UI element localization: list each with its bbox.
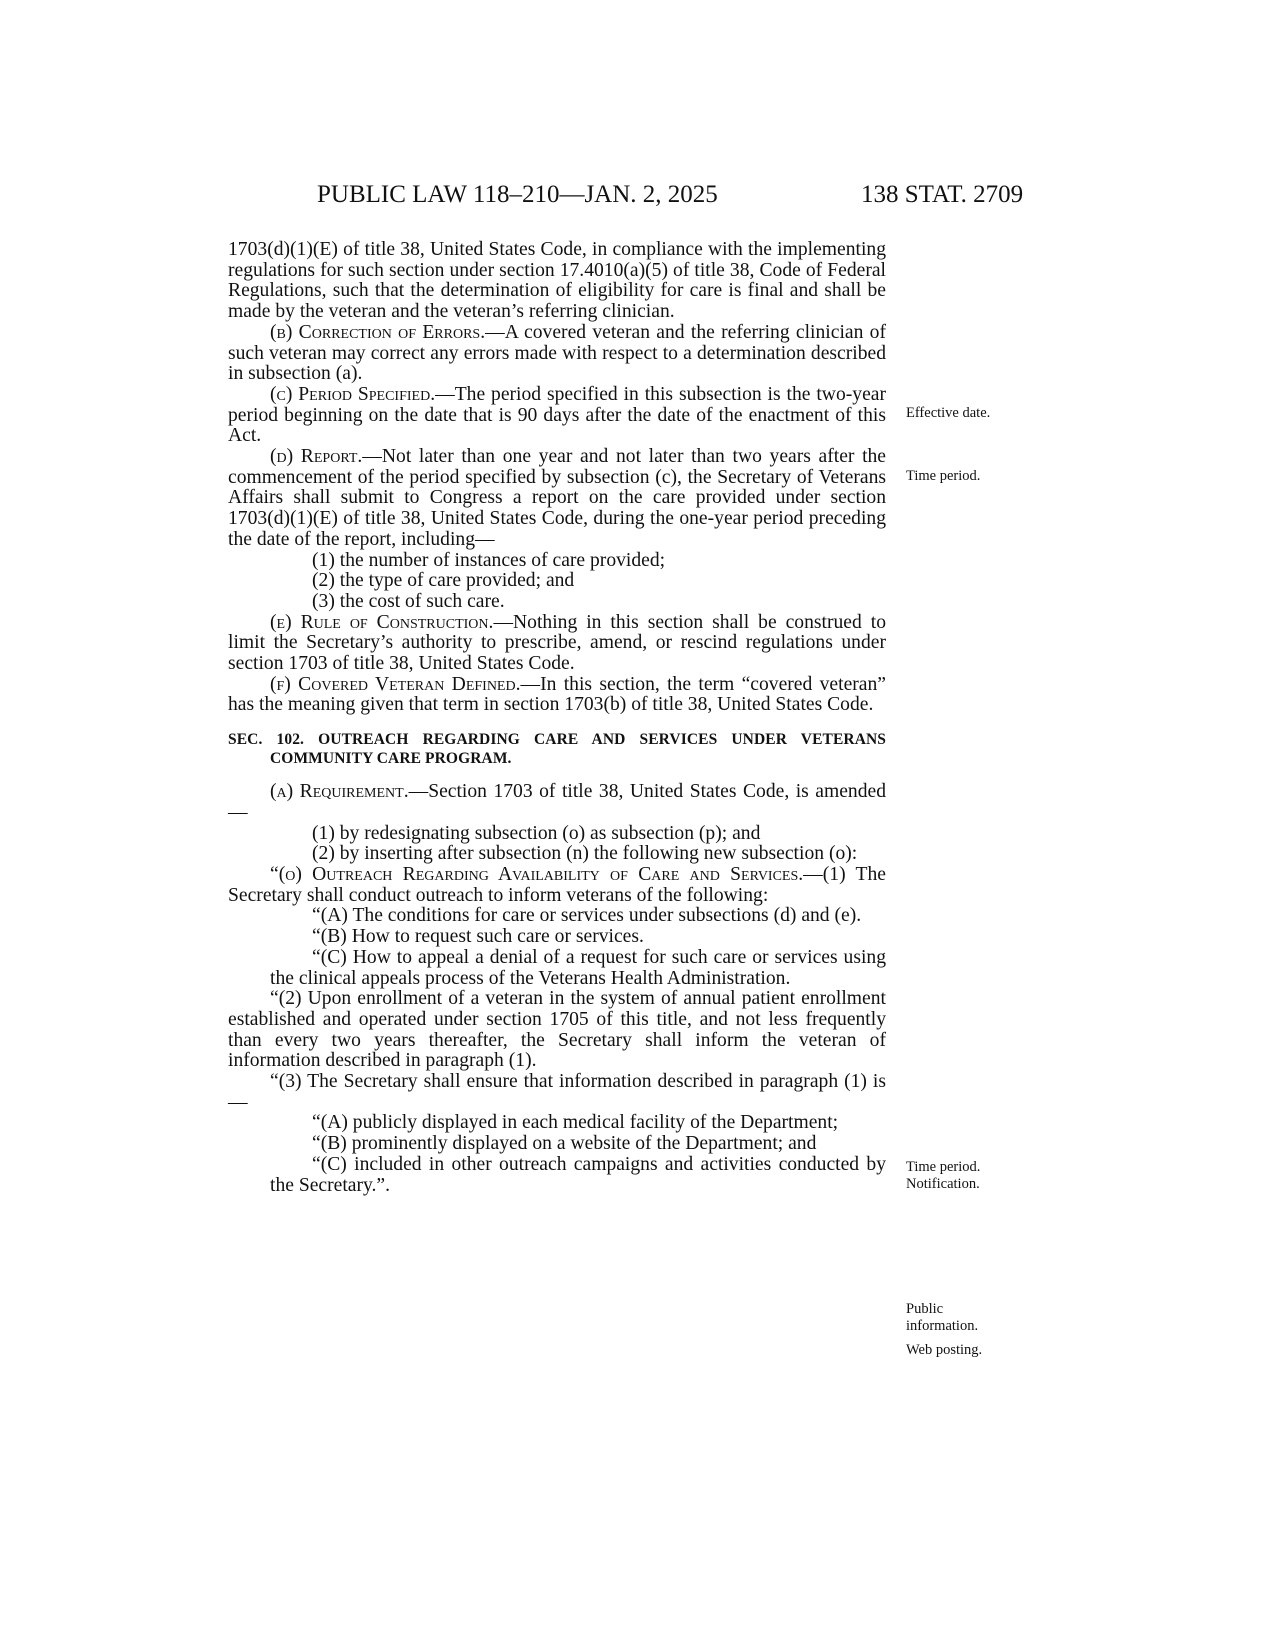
margin-note-web-posting: Web posting. (906, 1342, 983, 1358)
subsection-d-item-1: (1) the number of instances of care provided; (312, 549, 666, 571)
subsection-o-item-B: “(B) How to request such care or services. (312, 926, 644, 948)
header-title: PUBLIC LAW 118–210—JAN. 2, 2025 (317, 181, 718, 208)
subsection-d-heading: (d) Report. (270, 446, 363, 468)
subsection-c-text: —The period specified in this subsection is the two-year period beginning on the date that is 90 days after the date of the enactment of this Act. (228, 383, 886, 447)
subsection-b-heading: (b) Correction of Errors. (270, 321, 486, 343)
subsection-d-text: —Not later than one year and not later than two years after the commencement of the period specified by subsection (c), the Secretary of Veterans Affairs shall submit to Congress a report on the care provided under section 1703(d)(1)(E) of title 38, United States Code, during the one-year period preceding the date of the report, including— (228, 446, 887, 550)
subsection-o-heading: “(o) Outreach Regarding Availability of Care and Services. (270, 863, 804, 885)
margin-note-notification: Notification. (906, 1176, 980, 1192)
subsection-o-item-A: “(A) The conditions for care or services under subsections (d) and (e). (312, 905, 862, 927)
section-102-heading: SEC. 102. OUTREACH REGARDING CARE AND SERVICES UNDER VETERANS COMMUNITY CARE PROGRAM. (228, 731, 886, 768)
paragraph-3-item-C: “(C) included in other outreach campaigns and activities conducted by the Secretary.”. (270, 1153, 886, 1196)
paragraph-3-item-B: “(B) prominently displayed on a website of the Department; and (312, 1133, 817, 1155)
margin-note-effective-date: Effective date. (906, 405, 991, 421)
subsection-b (228, 323, 886, 385)
subsection-d-item-3: (3) the cost of such care. (312, 590, 505, 612)
margin-note-time-period: Time period. (906, 468, 981, 484)
subsection-f-text: —In this section, the term “covered veteran” has the meaning given that term in section 1703(b) of title 38, United States Code. (228, 673, 886, 716)
paragraph-continuation: 1703(d)(1)(E) of title 38, United States Code, in compliance with the implementing regulations for such section under section 17.4010(a)(5) of title 38, Code of Federal Regulations, such that the determination of eligibility for care is final and shall be made by the veteran and the veteran’s referring clinician. (228, 239, 886, 323)
subsection-o-paragraph-2: “(2) Upon enrollment of a veteran in the system of annual patient enrollment established and operated under section 1705 of this title, and not less frequently than every two years thereafter, the Secretary shall inform the veteran of information described in paragraph (1). (228, 988, 886, 1072)
subsection-f (228, 675, 886, 716)
subsection-b-text: —A covered veteran and the referring clinician of such veteran may correct any errors made with respect to a determination described in subsection (a). (228, 321, 886, 385)
paragraph-3-item-A: “(A) publicly displayed in each medical facility of the Department; (312, 1112, 839, 1134)
subsection-c (228, 385, 886, 447)
subsection-c-heading: (c) Period Specified. (270, 383, 436, 405)
subsection-o-text: —(1) The Secretary shall conduct outreach to inform veterans of the following: (228, 863, 886, 906)
statute-body (228, 240, 886, 1196)
subsection-a-heading: (a) Requirement. (270, 781, 409, 803)
margin-note-public: Public (906, 1301, 944, 1317)
margin-note-information: information. (906, 1318, 979, 1334)
header-stat-page: 138 STAT. 2709 (861, 181, 1024, 208)
running-header (0, 181, 1275, 221)
subsection-o (228, 865, 886, 906)
subsection-o-paragraph-3: “(3) The Secretary shall ensure that information described in paragraph (1) is— (228, 1071, 886, 1113)
subsection-o-item-C: “(C) How to appeal a denial of a request for such care or services using the clinical appeals process of the Veterans Health Administration. (270, 946, 886, 989)
subsection-d (228, 447, 886, 551)
subsection-e-text: —Nothing in this section shall be construed to limit the Secretary’s authority to prescribe, amend, or rescind regulations under section 1703 of title 38, United States Code. (228, 611, 886, 675)
subsection-e (228, 613, 886, 675)
subsection-e-heading: (e) Rule of Construction. (270, 611, 494, 633)
subsection-a-item-1: (1) by redesignating subsection (o) as subsection (p); and (312, 822, 761, 844)
subsection-f-heading: (f) Covered Veteran Defined. (270, 673, 521, 695)
subsection-a-text: —Section 1703 of title 38, United States Code, is amended— (228, 781, 887, 823)
subsection-a (228, 782, 886, 823)
margin-note-time-period-2: Time period. (906, 1159, 981, 1175)
subsection-d-item-2: (2) the type of care provided; and (312, 570, 575, 592)
subsection-a-item-2: (2) by inserting after subsection (n) the following new subsection (o): (312, 843, 858, 865)
